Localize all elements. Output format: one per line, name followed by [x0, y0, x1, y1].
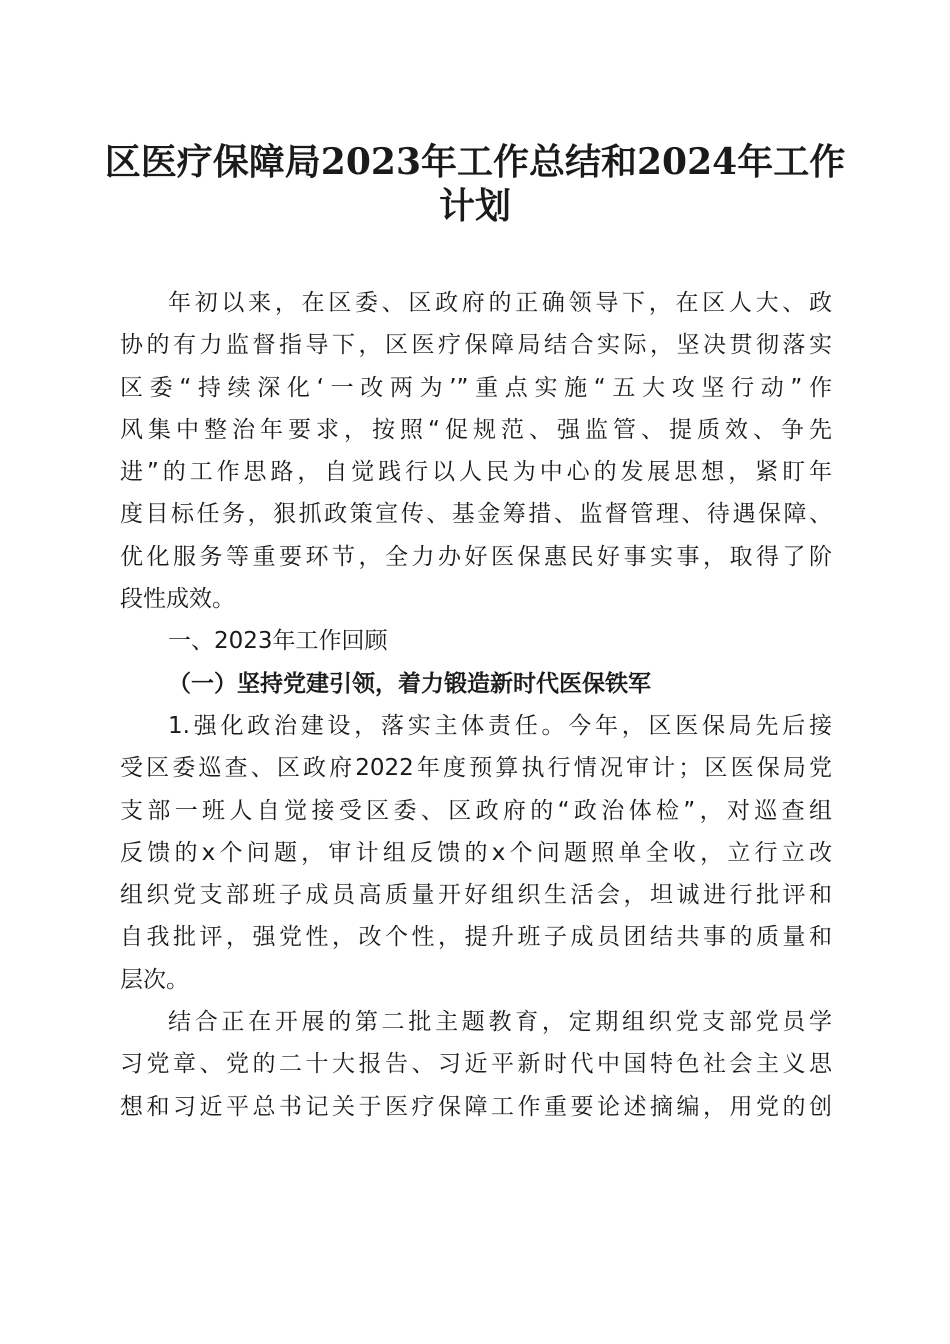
paragraph-line: 受区委巡查、区政府2022年度预算执行情况审计；区医保局党 [120, 755, 832, 782]
paragraph-line: 风集中整治年要求，按照“促规范、强监管、提质效、争先 [120, 416, 832, 443]
paragraph-line: 1.强化政治建设，落实主体责任。今年，区医保局先后接 [168, 712, 832, 739]
paragraph-line: 组织党支部班子成员高质量开好组织生活会，坦诚进行批评和 [120, 882, 832, 909]
document-body [120, 282, 832, 1128]
paragraph-line: 段性成效。 [120, 586, 235, 613]
paragraph-line: 度目标任务，狠抓政策宣传、基金筹措、监督管理、待遇保障、 [120, 501, 832, 528]
section-heading: 一、2023年工作回顾 [168, 628, 388, 655]
paragraph-line: 结合正在开展的第二批主题教育，定期组织党支部党员学 [168, 1009, 832, 1036]
subsection-heading: （一）坚持党建引领，着力锻造新时代医保铁军 [168, 670, 651, 697]
paragraph-line: 进”的工作思路，自觉践行以人民为中心的发展思想，紧盯年 [120, 459, 832, 486]
paragraph-line: 想和习近平总书记关于医疗保障工作重要论述摘编，用党的创 [120, 1093, 832, 1120]
paragraph-line: 习党章、党的二十大报告、习近平新时代中国特色社会主义思 [120, 1051, 832, 1078]
paragraph-line: 反馈的x个问题，审计组反馈的x个问题照单全收，立行立改 [120, 839, 832, 866]
paragraph-line: 区委“持续深化‘一改两为’”重点实施“五大攻坚行动”作 [120, 374, 832, 401]
paragraph-line: 支部一班人自觉接受区委、区政府的“政治体检”，对巡查组 [120, 797, 832, 824]
paragraph-line: 协的有力监督指导下，区医疗保障局结合实际，坚决贯彻落实 [120, 332, 832, 359]
paragraph-line: 年初以来，在区委、区政府的正确领导下，在区人大、政 [168, 290, 832, 316]
document-title-line-2: 计划 [438, 185, 511, 227]
paragraph-line: 层次。 [120, 966, 189, 993]
document-title-line-1: 区医疗保障局2023年工作总结和2024年工作 [104, 141, 846, 183]
paragraph-line: 优化服务等重要环节，全力办好医保惠民好事实事，取得了阶 [120, 543, 832, 570]
paragraph-line: 自我批评，强党性，改个性，提升班子成员团结共事的质量和 [120, 924, 832, 951]
